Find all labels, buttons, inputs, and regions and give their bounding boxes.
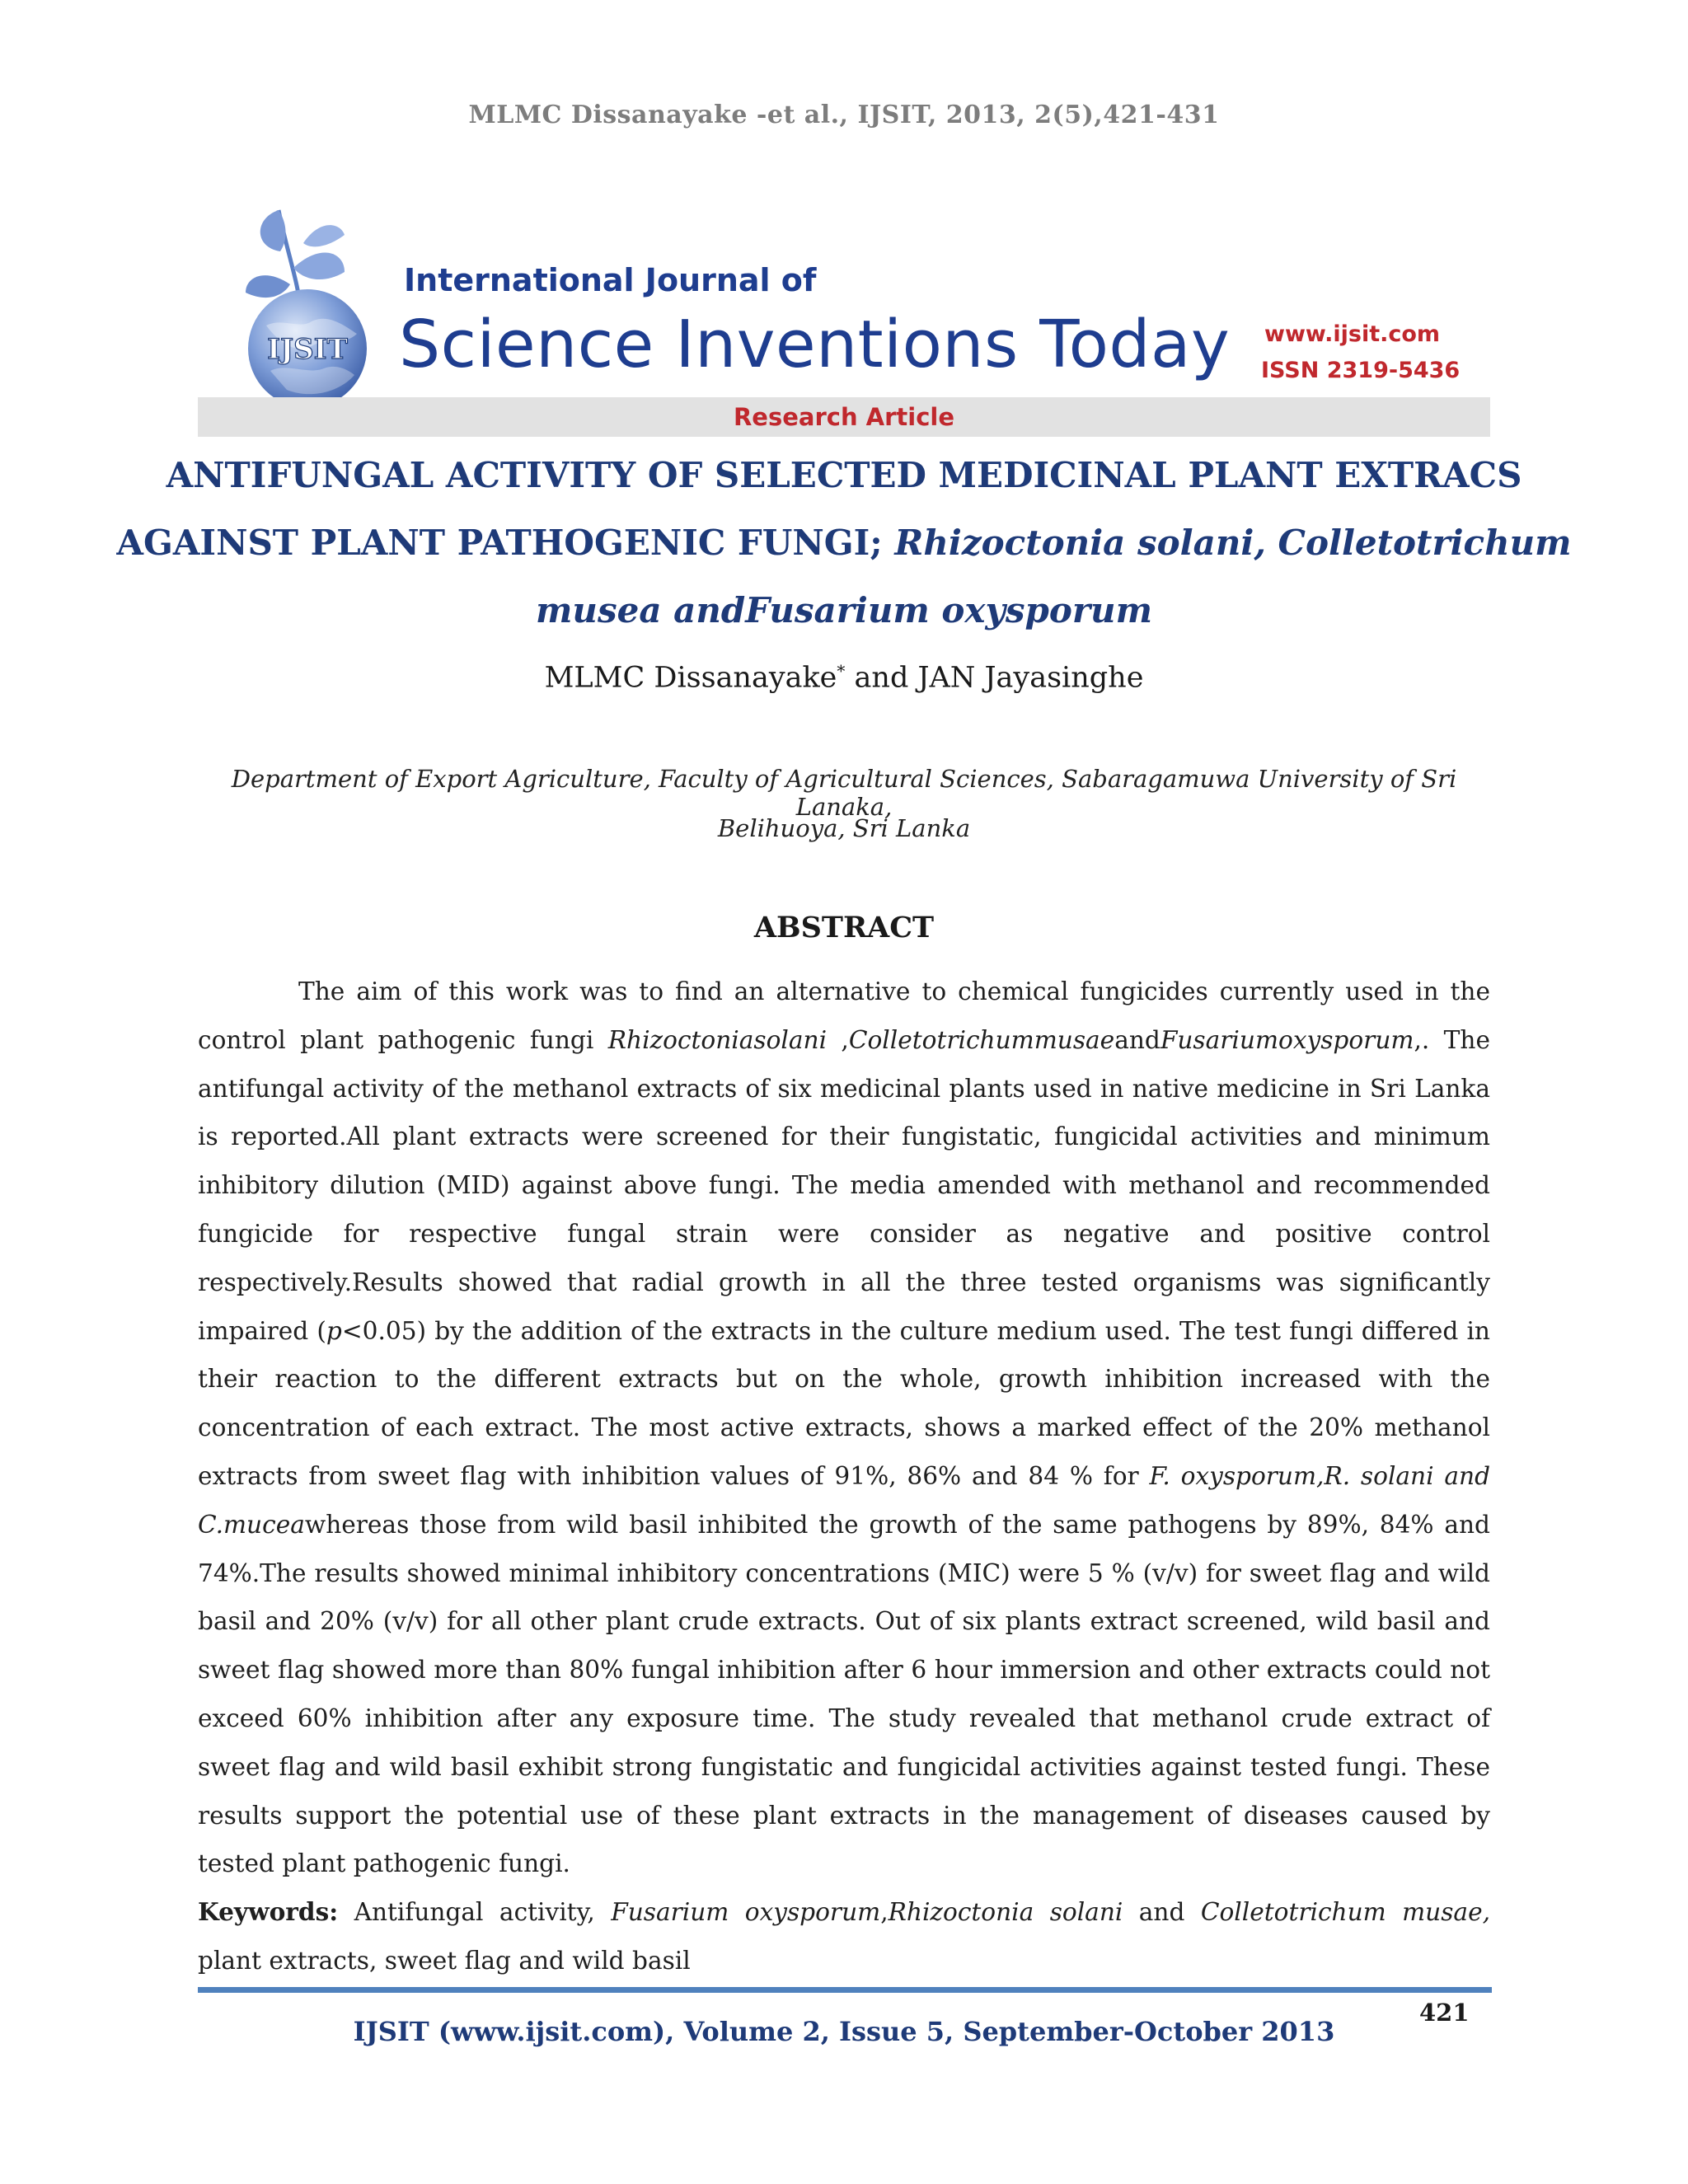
author-1: MLMC Dissanayake (544, 661, 837, 695)
article-type-label: Research Article (733, 403, 955, 431)
journal-name-line1: International Journal of (404, 262, 817, 298)
journal-logo (221, 194, 394, 412)
author-2: and JAN Jayasinghe (845, 661, 1144, 695)
affiliation-line2: Belihuoya, Sri Lanka (717, 814, 971, 842)
journal-issn: ISSN 2319-5436 (1261, 358, 1461, 383)
journal-url: www.ijsit.com (1264, 321, 1441, 347)
title-line2-species: Rhizoctonia solani, Colletotrichum (894, 523, 1572, 563)
article-title-line1: ANTIFUNGAL ACTIVITY OF SELECTED MEDICINAL PLANT EXTRACS (166, 455, 1522, 495)
keywords-label: Keywords: (198, 1897, 339, 1927)
running-head: MLMC Dissanayake -et al., IJSIT, 2013, 2(5),421-431 (468, 101, 1220, 129)
author-list (0, 661, 1688, 695)
journal-name-line2: Science Inventions Today (399, 307, 1231, 382)
article-title-line2 (0, 523, 1688, 563)
article-type-bar (198, 397, 1490, 437)
title-line2-plain: AGAINST PLANT PATHOGENIC FUNGI; (116, 523, 895, 563)
affiliation-line1: Department of Export Agriculture, Faculty of Agricultural Sciences, Sabaragamuwa University of Sri Lanaka, (231, 765, 1457, 821)
article-title-line3 (0, 590, 1688, 630)
abstract-body (198, 968, 1490, 1985)
page-number: 421 (1419, 1999, 1470, 2027)
title-line3-species: musea andFusarium oxysporum (535, 590, 1153, 630)
abstract-paragraph: The aim of this work was to find an alternative to chemical fungicides currently used in the control plant pathogenic fungi Rhizoctoniasolani ,ColletotrichummusaeandFusariumoxysporum,. The antifungal activity of the methanol extracts of six medicinal plants used in native medicine in Sri Lanka is reported.All plant extracts were screened for their fungistatic, fungicidal activities and minimum inhibitory dilution (MID) against above fungi. The media amended with methanol and recommended fungicide for respective fungal strain were consider as negative and positive control respectively.Results showed that radial growth in all the three tested organisms was significantly impaired (p<0.05) by the addition of the extracts in the culture medium used. The test fungi differed in their reaction to the different extracts but on the whole, growth inhibition increased with the concentration of each extract. The most active extracts, shows a marked effect of the 20% methanol extracts from sweet flag with inhibition values of 91%, 86% and 84 % for F. oxysporum,R. solani and C.muceawhereas those from wild basil inhibited the growth of the same pathogens by 89%, 84% and 74%.The results showed minimal inhibitory concentrations (MIC) were 5 % (v/v) for sweet flag and wild basil and 20% (v/v) for all other plant crude extracts. Out of six plants extract screened, wild basil and sweet flag showed more than 80% fungal inhibition after 6 hour immersion and other extracts could not exceed 60% inhibition after any exposure time. The study revealed that methanol crude extract of sweet flag and wild basil exhibit strong fungistatic and fungicidal activities against tested fungi. These results support the potential use of these plant extracts in the management of diseases caused by tested plant pathogenic fungi. (198, 977, 1491, 1878)
abstract-heading: ABSTRACT (753, 911, 935, 944)
corresponding-mark: * (837, 661, 846, 681)
footer-citation: IJSIT (www.ijsit.com), Volume 2, Issue 5, September-October 2013 (353, 2016, 1335, 2047)
footer-rule (198, 1987, 1492, 1993)
logo-text: IJSIT (267, 333, 348, 366)
keywords: Keywords: Antifungal activity, Fusarium oxysporum,Rhizoctonia solani and Colletotrichum musae, plant extracts, sweet flag and wild basil (198, 1897, 1490, 1975)
